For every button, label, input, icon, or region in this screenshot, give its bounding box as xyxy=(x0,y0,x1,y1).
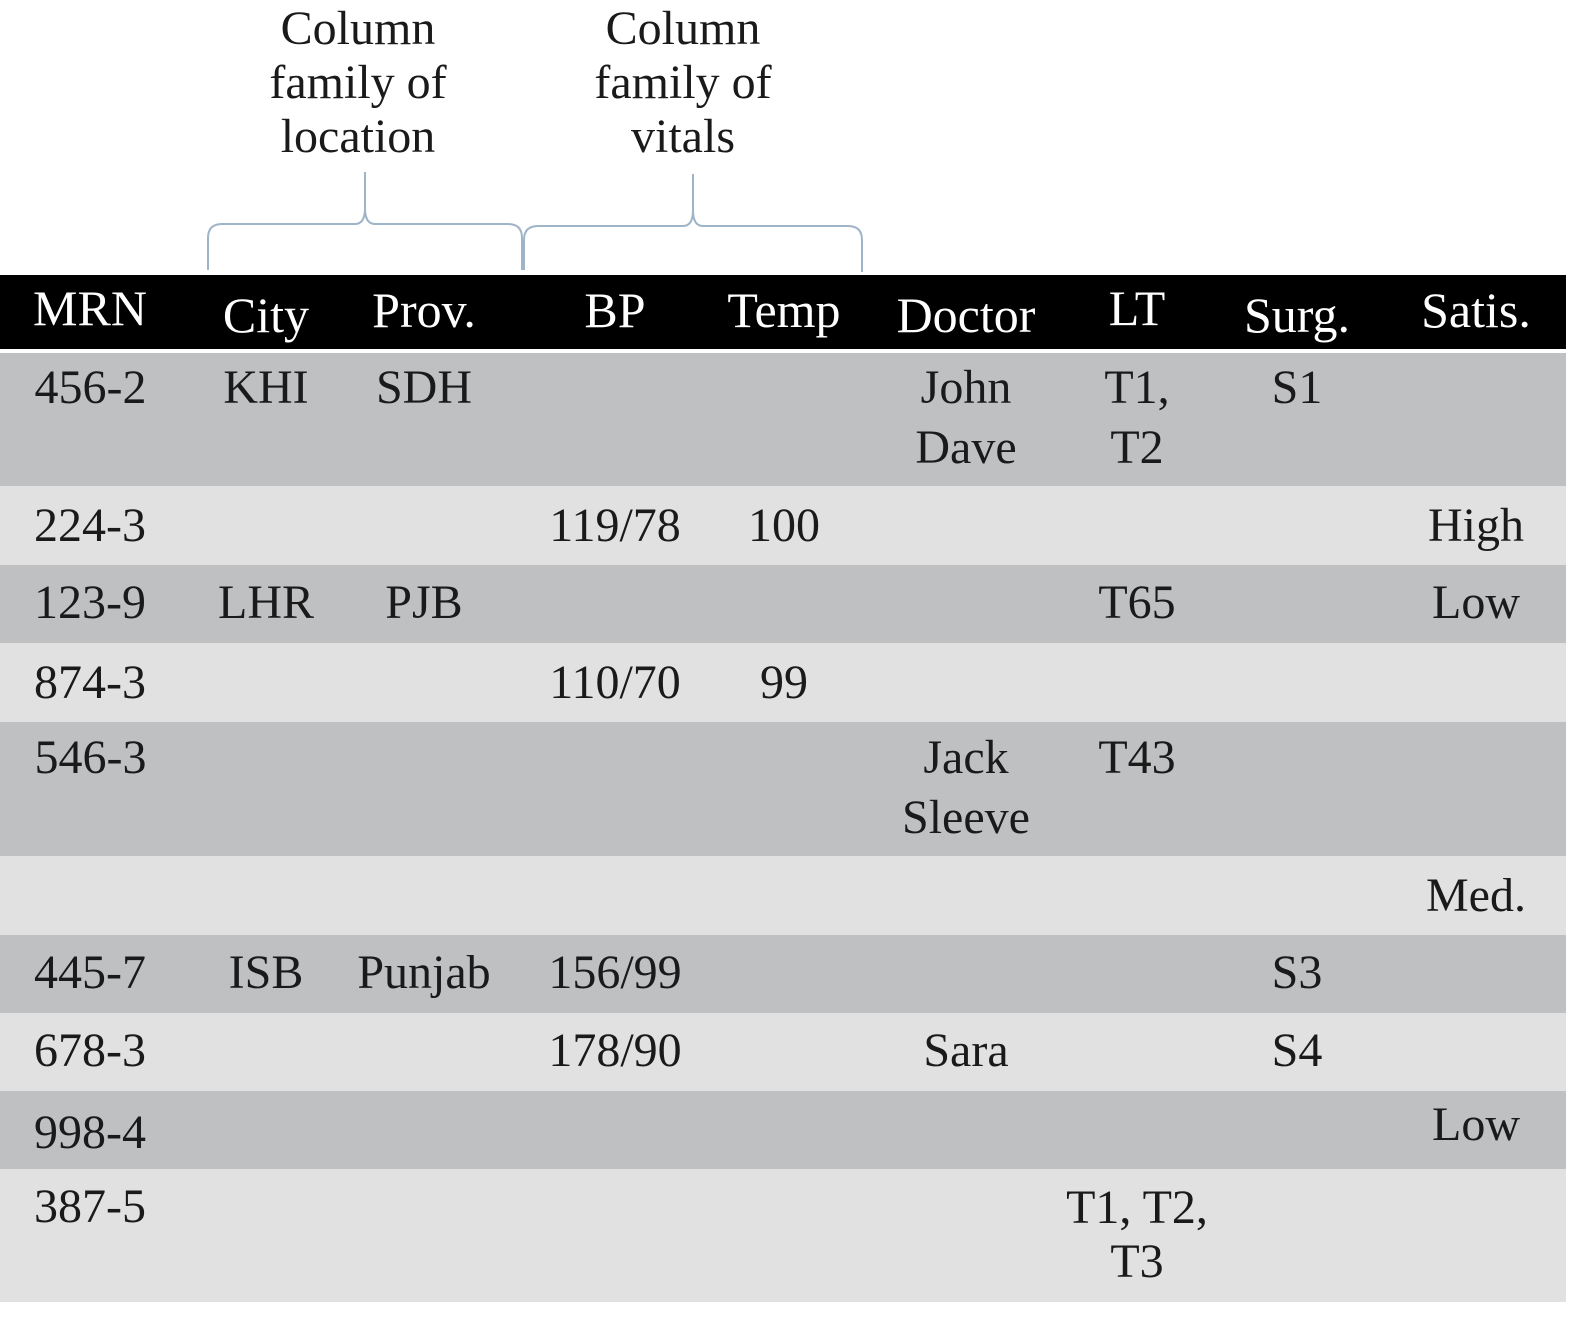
table-row xyxy=(0,565,1566,643)
cell-temp: 99 xyxy=(760,656,808,709)
table-row xyxy=(0,1169,1566,1302)
cell-mrn: 387-5 xyxy=(34,1180,146,1233)
header-surg: Surg. xyxy=(1243,287,1351,343)
table-row xyxy=(0,722,1566,856)
cell-lt: T65 xyxy=(1098,576,1176,629)
cell-surg: S4 xyxy=(1271,1024,1323,1077)
cell-city: KHI xyxy=(223,361,309,414)
cell-prov: SDH xyxy=(375,361,473,414)
cell-surg: S1 xyxy=(1271,361,1323,414)
table-row xyxy=(0,856,1566,935)
cell-mrn: 224-3 xyxy=(34,499,146,552)
cell-mrn: 456-2 xyxy=(34,361,147,414)
cell-surg: S3 xyxy=(1271,946,1323,999)
cell-satis: Med. xyxy=(1426,869,1526,922)
header-bp: BP xyxy=(584,282,646,338)
header-prov: Prov. xyxy=(372,282,476,338)
cell-prov: PJB xyxy=(385,576,463,629)
cell-satis: Low xyxy=(1432,576,1520,629)
cell-mrn: 998-4 xyxy=(34,1106,146,1159)
cell-doctor: Jack Sleeve xyxy=(902,731,1030,844)
cell-temp: 100 xyxy=(748,499,820,552)
cell-mrn: 123-9 xyxy=(34,576,146,629)
header-city: City xyxy=(222,287,310,343)
cell-bp: 156/99 xyxy=(548,946,682,999)
cell-satis: Low xyxy=(1432,1098,1520,1151)
cell-lt: T1, T2, T3 xyxy=(1066,1181,1208,1288)
column-family-location-label: Column family of location xyxy=(269,2,447,163)
column-family-braces xyxy=(0,0,1575,280)
cell-doctor: John Dave xyxy=(915,361,1017,474)
cell-bp: 178/90 xyxy=(548,1024,682,1077)
cell-lt: T1, T2 xyxy=(1104,361,1170,474)
table-row xyxy=(0,486,1566,565)
column-family-vitals-label: Column family of vitals xyxy=(594,2,772,163)
cell-bp: 119/78 xyxy=(549,499,681,552)
cell-bp: 110/70 xyxy=(549,656,681,709)
header-doctor: Doctor xyxy=(896,287,1036,343)
table-row xyxy=(0,353,1566,486)
vitals-brace xyxy=(524,174,862,272)
table-row xyxy=(0,643,1566,722)
cell-lt: T43 xyxy=(1098,731,1176,784)
table-row xyxy=(0,935,1566,1013)
cell-satis: High xyxy=(1428,499,1524,552)
header-lt: LT xyxy=(1108,280,1166,336)
cell-doctor: Sara xyxy=(923,1024,1009,1077)
header-satis: Satis. xyxy=(1421,282,1531,338)
table-row xyxy=(0,1013,1566,1091)
cell-prov: Punjab xyxy=(357,946,491,999)
header-mrn: MRN xyxy=(33,280,147,336)
cell-city: LHR xyxy=(218,576,314,629)
header-temp: Temp xyxy=(727,282,841,338)
cell-city: ISB xyxy=(228,946,304,999)
cell-mrn: 678-3 xyxy=(34,1024,146,1077)
cell-mrn: 874-3 xyxy=(34,656,146,709)
location-brace xyxy=(208,172,522,270)
table-header xyxy=(0,275,1566,349)
table-row xyxy=(0,1091,1566,1169)
cell-mrn: 445-7 xyxy=(34,946,146,999)
cell-mrn: 546-3 xyxy=(34,731,147,784)
